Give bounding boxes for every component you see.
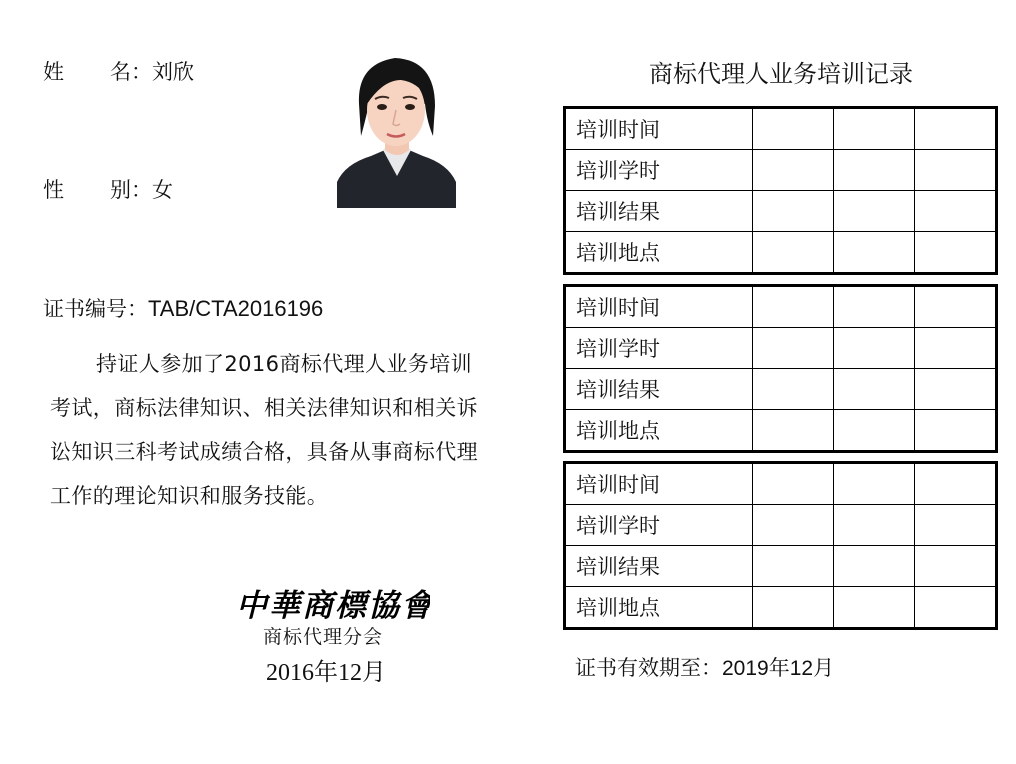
blank-cell [915,191,997,232]
blank-cell [915,328,997,369]
issuer-branch: 商标代理分会 [263,626,384,648]
association-calligraphy-icon [236,586,430,622]
table-row [565,108,997,150]
blank-cell [915,286,997,328]
table-row [565,369,997,410]
gender-label-first-char: 性 [43,178,64,202]
name-label-second-char: 名： [110,60,152,84]
blank-cell [915,410,997,452]
row-label: 培训时间 [565,108,753,150]
blank-cell [915,587,997,629]
blank-cell [753,369,834,410]
row-label: 培训结果 [565,369,753,410]
blank-cell [915,463,997,505]
training-record-table-3 [563,461,998,630]
name-label-first-char: 姓 [43,60,64,84]
table-row [565,328,997,369]
blank-cell [834,232,915,274]
name-value: 刘欣 [152,60,194,84]
blank-cell [915,232,997,274]
blank-cell [753,410,834,452]
blank-cell [834,191,915,232]
blank-cell [834,286,915,328]
blank-cell [753,505,834,546]
portrait-icon [337,52,456,208]
certificate-statement [50,342,490,518]
blank-cell [834,150,915,191]
blank-cell [915,108,997,150]
blank-cell [753,328,834,369]
training-record-table-1 [563,106,998,275]
blank-cell [753,546,834,587]
blank-cell [834,546,915,587]
blank-cell [753,286,834,328]
blank-cell [834,505,915,546]
row-label: 培训时间 [565,286,753,328]
blank-cell [753,463,834,505]
issue-date: 2016年12月 [266,660,386,686]
association-name-text: 中華商標協會 [236,588,430,622]
holder-photo [337,52,456,208]
gender-label-second-char: 别： [110,178,152,202]
training-record-title: 商标代理人业务培训记录 [649,60,913,88]
blank-cell [915,505,997,546]
row-label: 培训时间 [565,463,753,505]
table-row [565,546,997,587]
gender-field [43,174,173,204]
row-label: 培训地点 [565,232,753,274]
name-field [43,56,194,86]
certificate-number [43,293,323,323]
validity-date [575,652,834,682]
certificate-number-label: 证书编号： [43,297,148,321]
row-label: 培训地点 [565,410,753,452]
gender-value: 女 [152,178,173,202]
blank-cell [915,546,997,587]
table-row [565,191,997,232]
blank-cell [834,463,915,505]
blank-cell [753,191,834,232]
row-label: 培训学时 [565,150,753,191]
table-row [565,286,997,328]
table-row [565,463,997,505]
blank-cell [834,369,915,410]
blank-cell [753,587,834,629]
training-record-table-2 [563,284,998,453]
table-row [565,505,997,546]
row-label: 培训结果 [565,191,753,232]
validity-label: 证书有效期至： [575,656,722,680]
blank-cell [834,328,915,369]
validity-value: 2019年12月 [722,657,835,680]
row-label: 培训地点 [565,587,753,629]
blank-cell [834,587,915,629]
blank-cell [753,232,834,274]
table-row [565,232,997,274]
table-row [565,587,997,629]
association-logo [236,586,430,622]
blank-cell [915,369,997,410]
row-label: 培训结果 [565,546,753,587]
blank-cell [753,150,834,191]
row-label: 培训学时 [565,505,753,546]
row-label: 培训学时 [565,328,753,369]
table-row [565,410,997,452]
blank-cell [834,108,915,150]
blank-cell [834,410,915,452]
blank-cell [753,108,834,150]
statement-text: 持证人参加了2016商标代理人业务培训考试，商标法律知识、相关法律知识和相关诉讼知识三科考试成绩合格，具备从事商标代理工作的理论知识和服务技能。 [50,352,478,508]
certificate-number-value: TAB/CTA2016196 [148,296,324,321]
blank-cell [915,150,997,191]
table-row [565,150,997,191]
